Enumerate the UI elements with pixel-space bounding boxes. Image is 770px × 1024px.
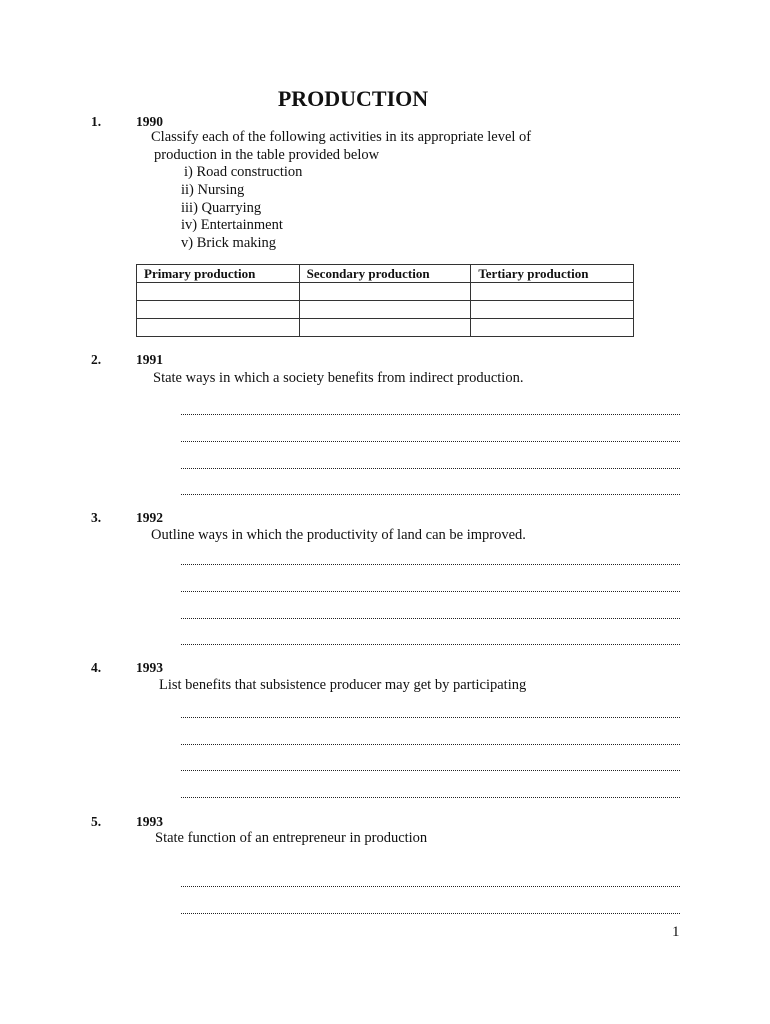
question-3-number: 3. bbox=[91, 510, 102, 525]
question-1-year: 1990 bbox=[136, 114, 163, 129]
table-header-row bbox=[137, 265, 634, 283]
page-number: 1 bbox=[672, 924, 680, 940]
answer-line[interactable] bbox=[181, 590, 680, 592]
activity-item: v) Brick making bbox=[181, 235, 277, 251]
answer-line[interactable] bbox=[181, 413, 680, 415]
table-cell[interactable] bbox=[299, 301, 471, 319]
activity-item: iii) Quarrying bbox=[181, 200, 262, 216]
activity-item: i) Road construction bbox=[184, 164, 303, 180]
answer-line[interactable] bbox=[181, 743, 680, 745]
question-4-number: 4. bbox=[91, 660, 102, 675]
table-cell[interactable] bbox=[299, 319, 471, 337]
question-5-number: 5. bbox=[91, 814, 102, 829]
answer-line[interactable] bbox=[181, 493, 680, 495]
header-secondary: Secondary production bbox=[299, 265, 471, 283]
table-cell[interactable] bbox=[471, 283, 634, 301]
question-2-text: State ways in which a society benefits from indirect production. bbox=[153, 370, 524, 386]
table-cell[interactable] bbox=[137, 319, 300, 337]
question-1-text-line2: production in the table provided below bbox=[154, 147, 380, 163]
table-cell[interactable] bbox=[299, 283, 471, 301]
answer-line[interactable] bbox=[181, 617, 680, 619]
answer-line[interactable] bbox=[181, 912, 680, 914]
classification-table bbox=[136, 264, 634, 337]
answer-line[interactable] bbox=[181, 885, 680, 887]
answer-line[interactable] bbox=[181, 716, 680, 718]
table-row bbox=[137, 301, 634, 319]
table-cell[interactable] bbox=[137, 283, 300, 301]
table-cell[interactable] bbox=[471, 301, 634, 319]
question-2-year: 1991 bbox=[136, 352, 163, 367]
question-4-text: List benefits that subsistence producer may get by participating bbox=[159, 677, 527, 693]
table-row bbox=[137, 283, 634, 301]
question-3-text: Outline ways in which the productivity of land can be improved. bbox=[151, 527, 526, 543]
question-1-text-line1: Classify each of the following activities in its appropriate level of bbox=[151, 129, 532, 145]
answer-line[interactable] bbox=[181, 563, 680, 565]
table-cell[interactable] bbox=[471, 319, 634, 337]
answer-line[interactable] bbox=[181, 440, 680, 442]
activity-item: iv) Entertainment bbox=[181, 217, 283, 233]
header-tertiary: Tertiary production bbox=[471, 265, 634, 283]
answer-line[interactable] bbox=[181, 769, 680, 771]
header-primary: Primary production bbox=[137, 265, 300, 283]
question-4-year: 1993 bbox=[136, 660, 163, 675]
question-5-year: 1993 bbox=[136, 814, 163, 829]
answer-line[interactable] bbox=[181, 467, 680, 469]
page-title: PRODUCTION bbox=[277, 86, 429, 111]
answer-line[interactable] bbox=[181, 643, 680, 645]
activity-item: ii) Nursing bbox=[181, 182, 245, 198]
question-1-number: 1. bbox=[91, 114, 102, 129]
table-cell[interactable] bbox=[137, 301, 300, 319]
question-2-number: 2. bbox=[91, 352, 102, 367]
question-5-text: State function of an entrepreneur in production bbox=[155, 830, 428, 846]
table-row bbox=[137, 319, 634, 337]
question-3-year: 1992 bbox=[136, 510, 163, 525]
answer-line[interactable] bbox=[181, 796, 680, 798]
